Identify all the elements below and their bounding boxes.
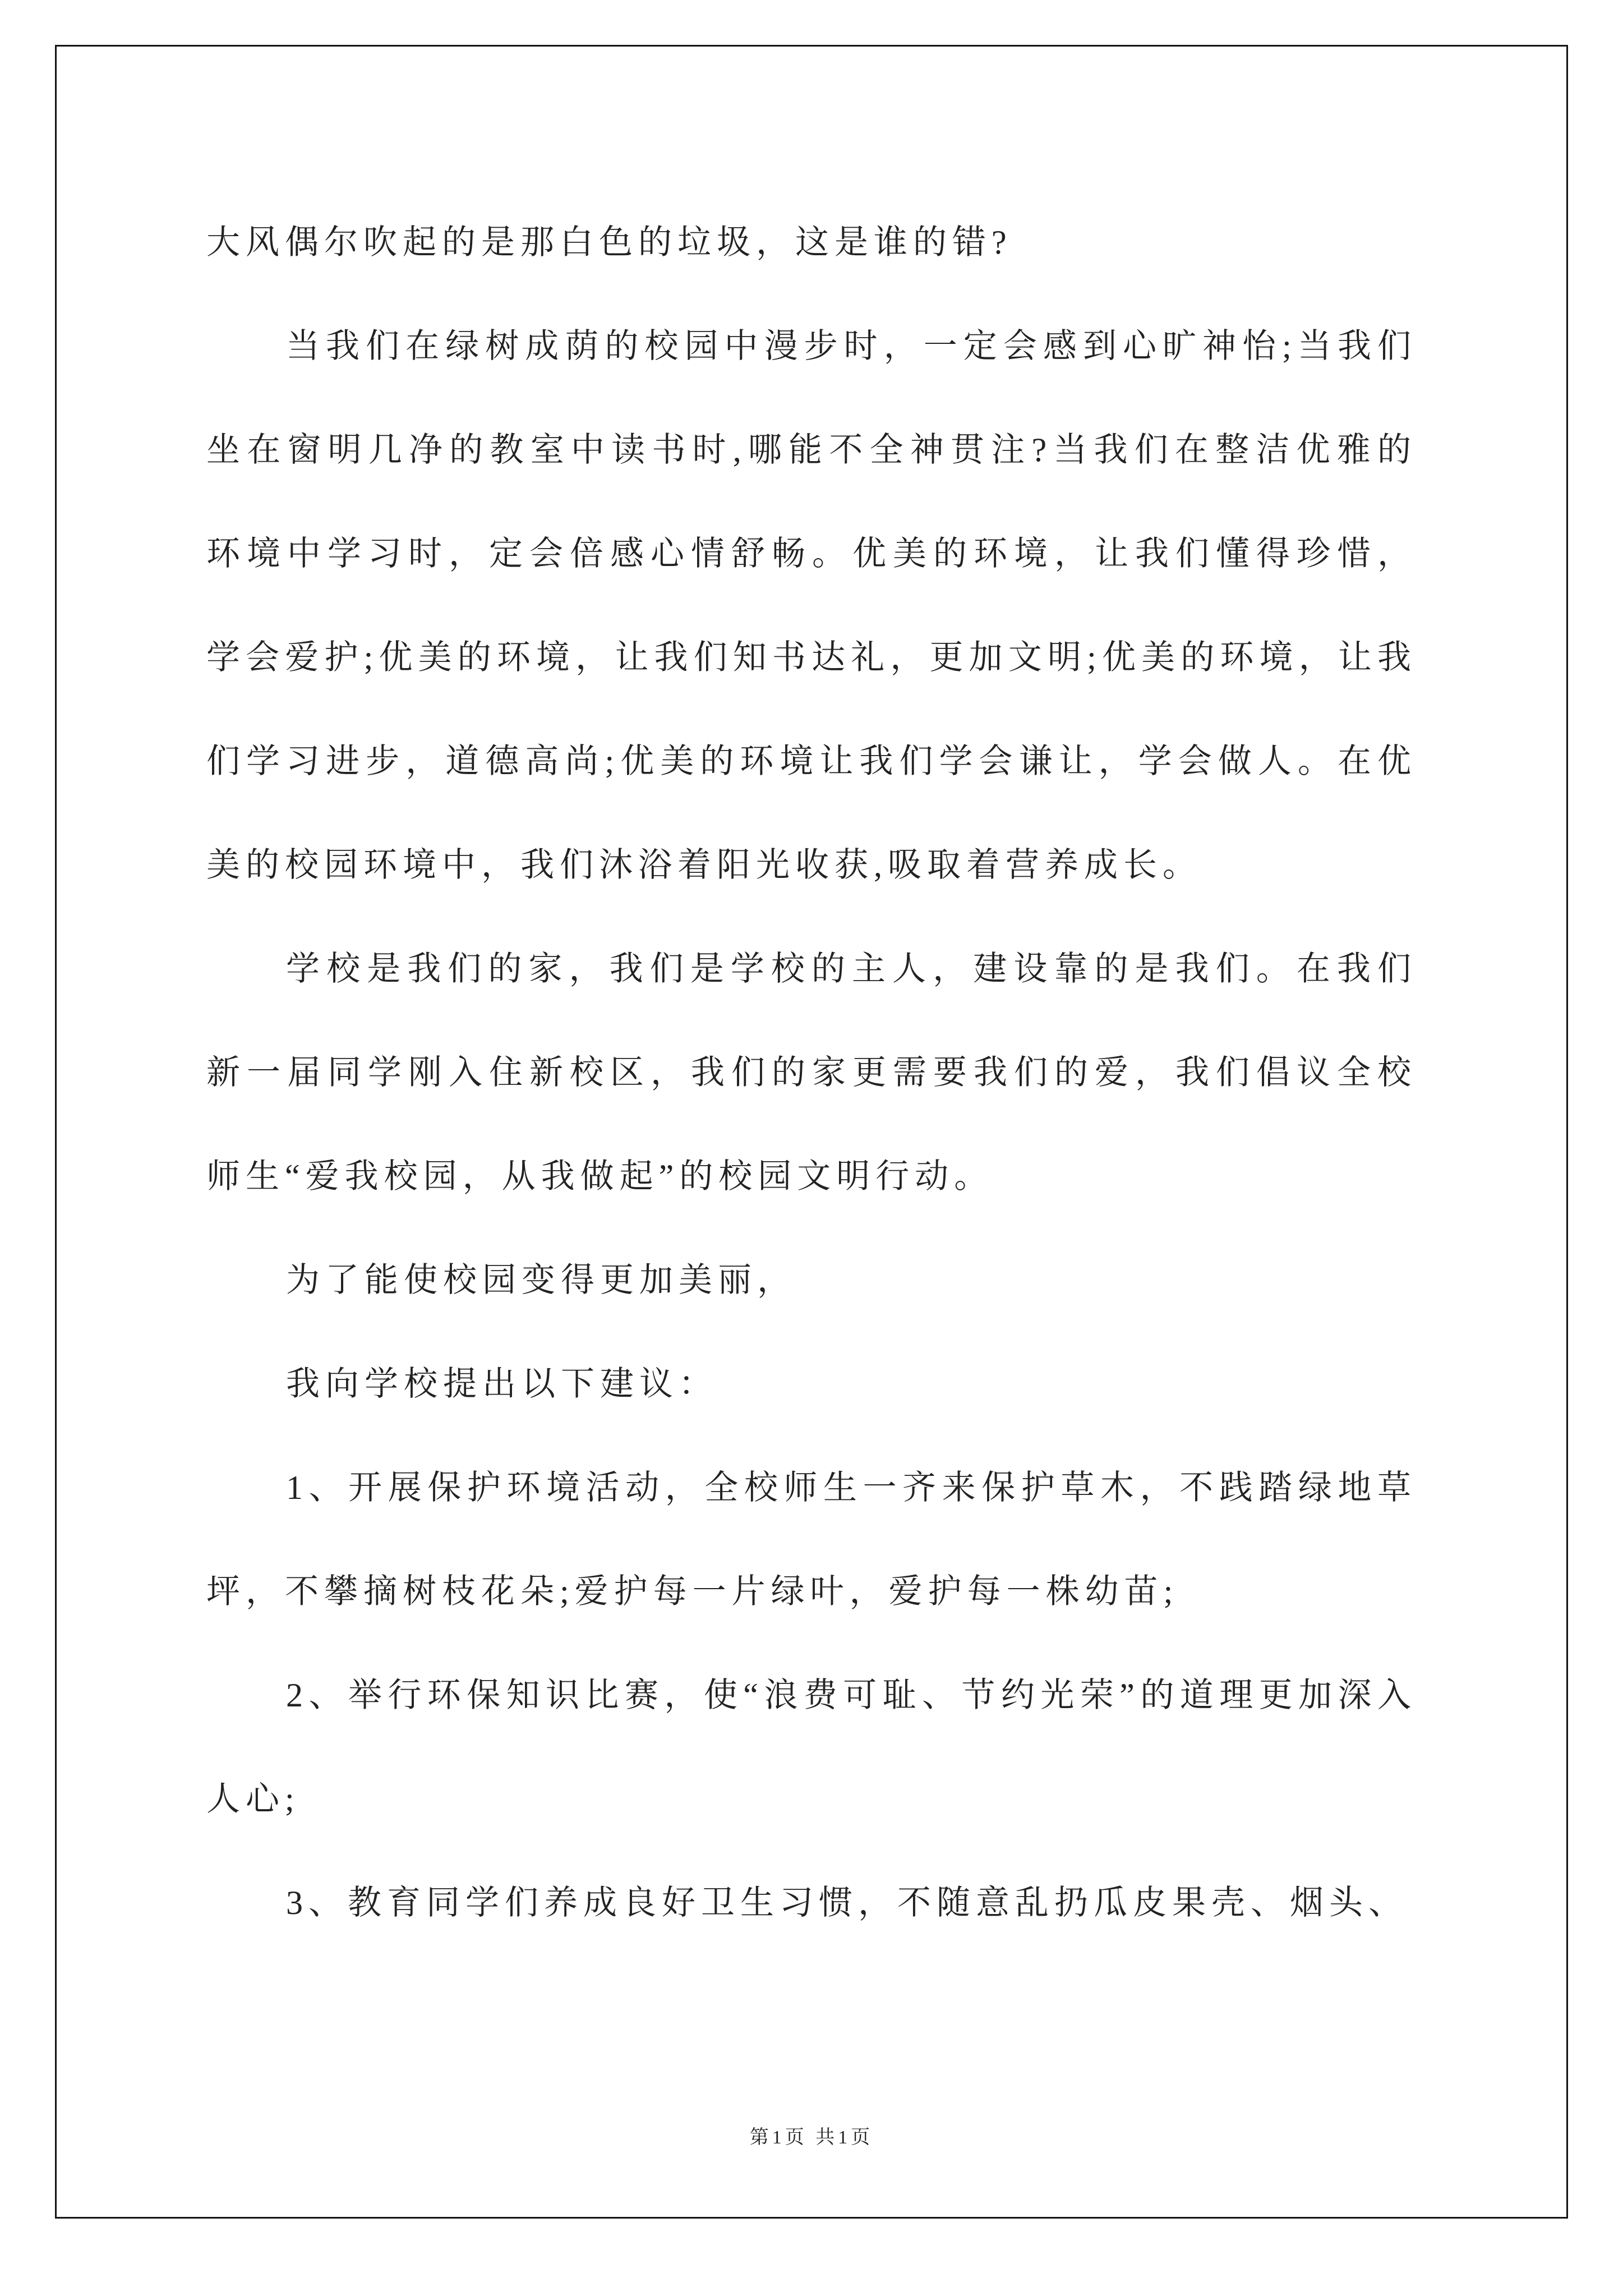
paragraph-list-item-1: 1、开展保护环境活动，全校师生一齐来保护草木，不践踏绿地草坪，不攀摘树枝花朵;爱护每一片绿叶，爱护每一株幼苗; (206, 1469, 1417, 1610)
page-number-footer: 第1页 共1页 (749, 2127, 874, 2148)
paragraph-continuation: 大风偶尔吹起的是那白色的垃圾，这是谁的错? (206, 224, 1012, 261)
document-body (206, 191, 1417, 1955)
paragraph-list-item-2: 2、举行环保知识比赛，使“浪费可耻、节约光荣”的道理更加深入人心; (206, 1677, 1417, 1818)
paragraph-list-item-3: 3、教育同学们养成良好卫生习惯，不随意乱扔瓜皮果壳、烟头、 (286, 1884, 1408, 1921)
paragraph: 我向学校提出以下建议： (286, 1365, 718, 1402)
paragraph: 当我们在绿树成荫的校园中漫步时，一定会感到心旷神怡;当我们坐在窗明几净的教室中读书时,哪能不全神贯注?当我们在整洁优雅的环境中学习时，定会倍感心情舒畅。优美的环境，让我们懂得珍惜，学会爱护;优美的环境，让我们知书达礼，更加文明;优美的环境，让我们学习进步，道德高尚;优美的环境让我们学会谦让，学会做人。在优美的校园环境中，我们沐浴着阳光收获,吸取着营养成长。 (206, 328, 1417, 884)
paragraph: 学校是我们的家，我们是学校的主人，建设靠的是我们。在我们新一届同学刚入住新校区，我们的家更需要我们的爱，我们倡议全校师生“爱我校园，从我做起”的校园文明行动。 (206, 950, 1417, 1195)
paragraph: 为了能使校园变得更加美丽， (286, 1262, 796, 1299)
